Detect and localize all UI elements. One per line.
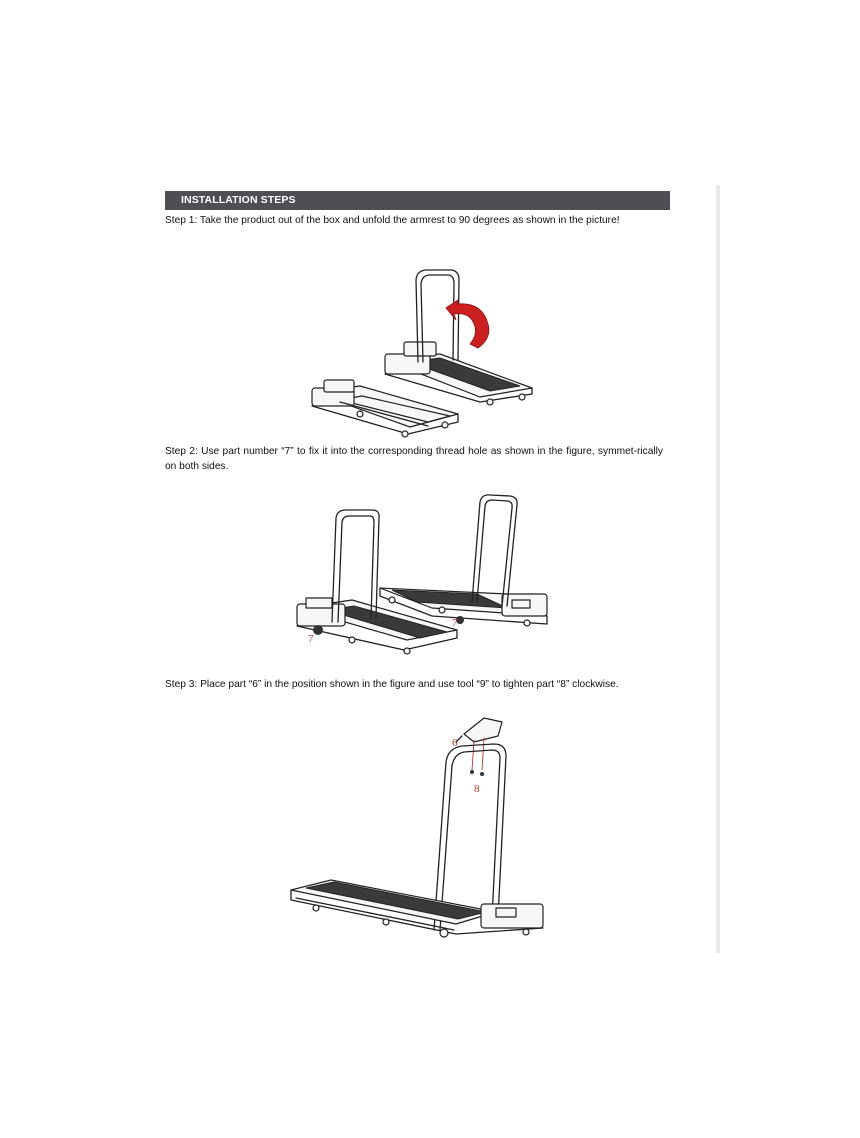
treadmill-upright bbox=[385, 270, 532, 405]
figure-step-2 bbox=[292, 490, 552, 665]
part-8-label: 8 bbox=[474, 783, 480, 795]
treadmill-right bbox=[380, 495, 547, 626]
step-1-text: Step 1: Take the product out of the box and unfold the armrest to 90 degrees as shown in the picture! bbox=[165, 215, 620, 226]
part-7-label-right: 7 bbox=[452, 617, 458, 629]
part-6-label: 6 bbox=[452, 737, 458, 749]
page-margin-rule bbox=[716, 185, 720, 953]
treadmill-deck bbox=[291, 880, 543, 937]
part-7-label-left: 7 bbox=[308, 633, 314, 645]
rotate-arrow-icon bbox=[446, 300, 489, 348]
section-header: INSTALLATION STEPS bbox=[165, 191, 670, 210]
step-2-text: Step 2: Use part number “7” to fix it into the corresponding thread hole as shown in the figure, symmet-rically on both sides. bbox=[165, 446, 663, 472]
figure-step-3 bbox=[286, 712, 551, 947]
figure-step-1 bbox=[300, 262, 545, 442]
console-panel-part-6 bbox=[456, 718, 502, 776]
treadmill-left bbox=[297, 510, 457, 654]
step-3-text: Step 3: Place part “6” in the position shown in the figure and use tool “9” to tighten part “8” clockwise. bbox=[165, 679, 619, 690]
